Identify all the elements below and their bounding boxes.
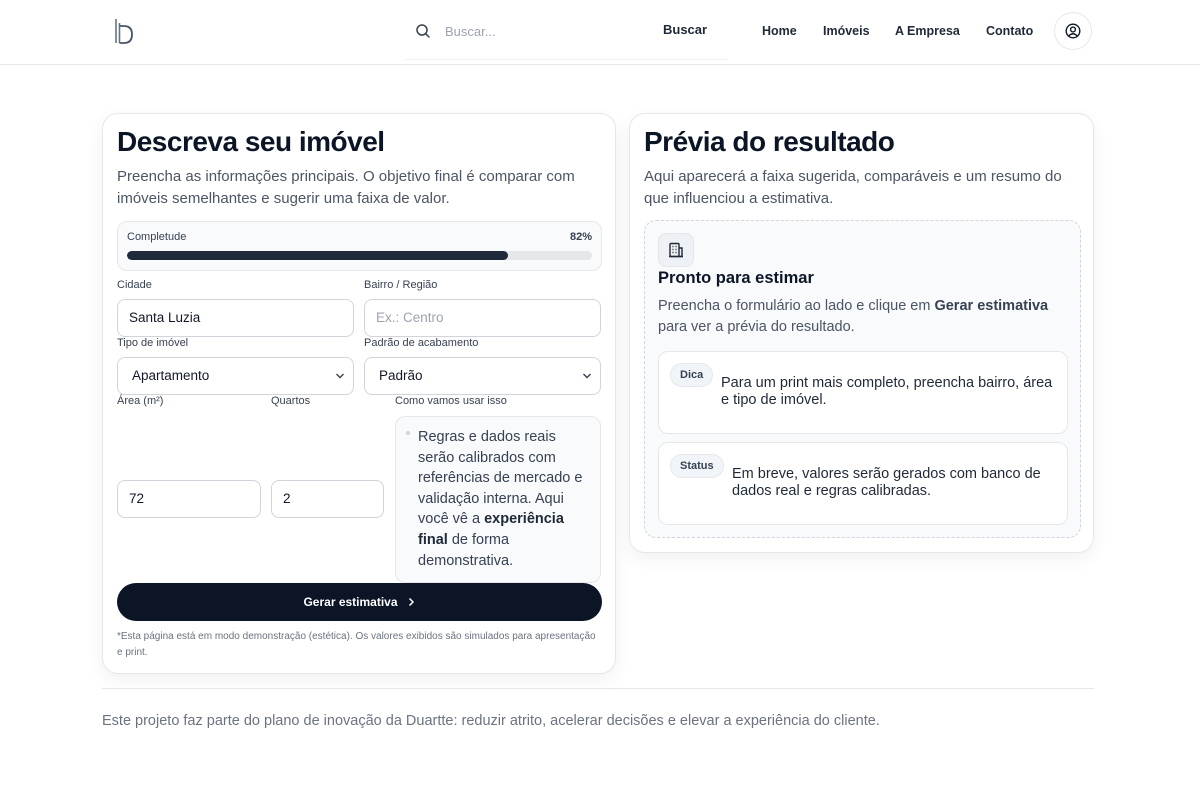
progress-label: Completude [127,231,187,243]
empty-state-panel [644,220,1081,538]
completeness-progress [117,221,602,271]
building-icon [658,233,694,267]
preview-description: Aqui aparecerá a faixa sugerida, comparáveis e um resumo do que influenciou a estimativa. [644,168,1062,207]
form-title: Descreva seu imóvel [117,126,385,157]
form-description: Preencha as informações principais. O objetivo final é comparar com imóveis semelhantes e sugerir uma faixa de valor. [117,168,575,207]
city-label: Cidade [117,279,152,291]
generate-estimate-label: Gerar estimativa [303,595,398,609]
ready-description: Preencha o formulário ao lado e clique em Gerar estimativa para ver a prévia do resultado. [658,298,1049,335]
info-text: Regras e dados reais serão calibrados com referências de mercado e validação interna. Aqui você vê a experiência final de forma demonstrativa. [418,429,583,569]
info-label: Como vamos usar isso [395,395,507,407]
user-icon [1065,23,1081,39]
rooms-label: Quartos [271,395,311,407]
progress-fill [127,251,508,260]
finish-select[interactable] [364,357,601,395]
demo-footnote: *Esta página está em modo demonstração (estética). Os valores exibidos são simulados para apresentação e print. [117,631,596,658]
search-button[interactable]: Buscar [663,22,708,37]
chevron-down-icon [335,372,345,380]
property-type-value: Apartamento [132,368,210,383]
city-input[interactable]: Santa Luzia [117,299,354,337]
logo-icon[interactable] [114,18,138,44]
info-panel [395,416,601,583]
nav-imoveis[interactable]: Imóveis [823,24,870,38]
district-label: Bairro / Região [364,279,438,291]
progress-track [127,251,592,260]
nav-contato[interactable]: Contato [986,24,1034,38]
status-badge: Status [670,454,724,478]
finish-value: Padrão [379,368,423,383]
footer-text: Este projeto faz parte do plano de inovação da Duartte: reduzir atrito, acelerar decisões e elevar a experiência do cliente. [102,713,880,729]
district-input[interactable]: Ex.: Centro [364,299,601,337]
status-card [658,442,1068,525]
search-input[interactable] [445,19,645,43]
area-input[interactable]: 72 [117,480,261,518]
property-type-label: Tipo de imóvel [117,337,189,349]
footer-divider [102,688,1094,689]
search-icon [415,23,431,39]
tip-badge: Dica [670,363,713,387]
chevron-right-icon [406,597,416,607]
generate-estimate-button[interactable] [117,583,602,621]
nav-a-empresa[interactable]: A Empresa [895,24,960,38]
status-text: Em breve, valores serão gerados com banco de dados real e regras calibradas. [732,466,1041,499]
site-header [0,0,1200,65]
nav-home[interactable]: Home [762,24,797,38]
progress-percent: 82% [569,231,592,243]
result-preview-card [629,113,1094,553]
tip-text: Para um print mais completo, preencha bairro, área e tipo de imóvel. [721,375,1053,408]
estimate-form-card [102,113,616,674]
property-type-select[interactable] [117,357,354,395]
search-bar [405,2,728,60]
bullet-dot [406,431,410,435]
user-account-button[interactable] [1054,12,1092,50]
finish-label: Padrão de acabamento [364,337,479,349]
preview-title: Prévia do resultado [644,126,895,157]
tip-card [658,351,1068,434]
chevron-down-icon [582,372,592,380]
area-label: Área (m²) [117,395,164,407]
rooms-input[interactable]: 2 [271,480,384,518]
ready-title: Pronto para estimar [658,269,814,287]
